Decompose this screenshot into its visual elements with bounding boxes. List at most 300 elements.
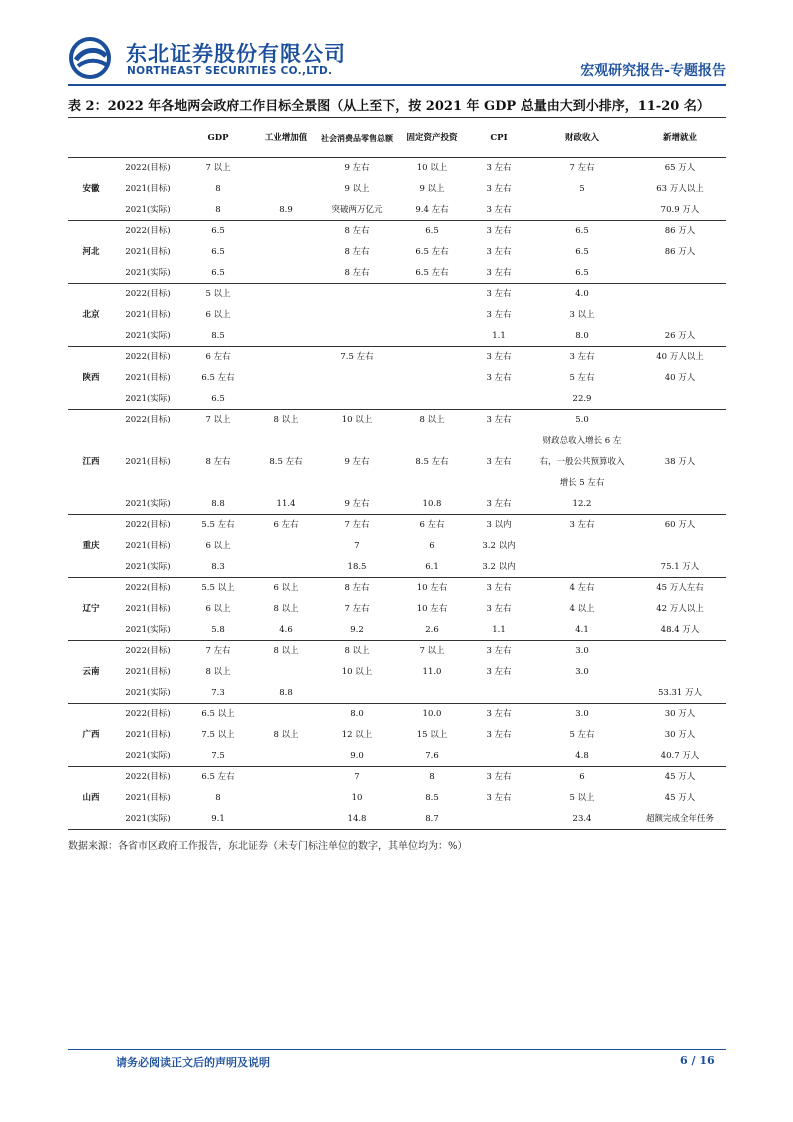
table-row bbox=[68, 788, 726, 809]
table-cell: 6 bbox=[429, 541, 435, 551]
table-cell: 7.5 以上 bbox=[201, 730, 235, 740]
table-cell: 7 以上 bbox=[182, 158, 254, 179]
table-row bbox=[68, 620, 726, 641]
table-cell: 5 左右 bbox=[569, 730, 595, 740]
table-cell: 财政总收入增长 6 左右，一般公共预算收入增长 5 左右 bbox=[539, 435, 625, 488]
table-cell bbox=[468, 389, 530, 410]
table-cell bbox=[530, 683, 634, 704]
row-label: 2021(目标) bbox=[125, 457, 171, 467]
table-cell: 7 以上 bbox=[396, 641, 468, 662]
table-cell: 7 左右 bbox=[182, 641, 254, 662]
table-cell: 9.4 左右 bbox=[415, 204, 449, 215]
region-name: 云南 bbox=[68, 641, 114, 704]
table-row bbox=[68, 221, 726, 242]
table-cell: 6.5 bbox=[211, 267, 225, 278]
table-cell bbox=[254, 662, 318, 683]
table-cell bbox=[254, 179, 318, 200]
table-cell bbox=[530, 200, 634, 221]
column-header: 社会消费品零售总额 bbox=[318, 118, 396, 158]
table-row bbox=[68, 284, 726, 305]
table-cell: 5 以上 bbox=[182, 284, 254, 305]
table-row bbox=[68, 242, 726, 263]
table-cell: 6.5 bbox=[575, 247, 589, 257]
table-cell: 9.0 bbox=[350, 750, 364, 761]
row-label: 2022(目标) bbox=[114, 704, 182, 725]
table-cell: 3 左右 bbox=[530, 515, 634, 536]
table-cell: 2.6 bbox=[425, 624, 439, 635]
table-cell: 3 左右 bbox=[486, 373, 512, 383]
table-cell: 22.9 bbox=[572, 393, 592, 404]
table-row bbox=[68, 158, 726, 179]
region-name: 安徽 bbox=[68, 158, 114, 221]
table-cell: 8 以上 bbox=[254, 410, 318, 431]
region-name: 河北 bbox=[68, 221, 114, 284]
table-cell: 8.3 bbox=[211, 561, 225, 572]
table-cell: 6.5 bbox=[182, 221, 254, 242]
table-cell bbox=[634, 284, 726, 305]
table-cell: 15 以上 bbox=[416, 730, 448, 740]
table-cell bbox=[396, 326, 468, 347]
table-cell: 8.5 左右 bbox=[415, 457, 449, 467]
table-cell: 7.3 bbox=[211, 687, 225, 698]
table-cell: 10 以上 bbox=[396, 158, 468, 179]
table-cell: 3.2 以内 bbox=[482, 561, 516, 572]
row-label: 2022(目标) bbox=[114, 410, 182, 431]
table-cell: 8 以上 bbox=[318, 641, 396, 662]
table-cell bbox=[318, 284, 396, 305]
region-name: 重庆 bbox=[68, 515, 114, 578]
table-cell: 5.5 以上 bbox=[182, 578, 254, 599]
table-cell: 8.7 bbox=[396, 809, 468, 830]
table-row bbox=[68, 599, 726, 620]
table-cell: 7.5 bbox=[211, 750, 225, 761]
column-header bbox=[68, 118, 114, 158]
row-label: 2021(实际) bbox=[125, 267, 171, 278]
table-cell bbox=[254, 368, 318, 389]
row-label: 2022(目标) bbox=[114, 221, 182, 242]
table-cell: 40 万人 bbox=[664, 373, 696, 383]
table-cell: 6 以上 bbox=[205, 541, 231, 551]
table-cell bbox=[254, 158, 318, 179]
table-cell: 10 bbox=[351, 793, 363, 803]
table-cell: 8.9 bbox=[279, 204, 293, 215]
table-cell bbox=[318, 305, 396, 326]
table-cell: 8.8 bbox=[279, 687, 293, 698]
table-cell: 8 bbox=[215, 204, 221, 215]
table-cell: 8.0 bbox=[318, 704, 396, 725]
column-header: 财政收入 bbox=[530, 118, 634, 158]
table-cell bbox=[468, 746, 530, 767]
table-row bbox=[68, 179, 726, 200]
table-cell: 7 bbox=[354, 541, 360, 551]
table-cell: 6.5 以上 bbox=[182, 704, 254, 725]
table-cell: 3 左右 bbox=[468, 641, 530, 662]
table-cell: 63 万人以上 bbox=[656, 184, 704, 194]
column-header bbox=[114, 118, 182, 158]
table-cell: 3 左右 bbox=[486, 267, 512, 278]
table-row bbox=[68, 809, 726, 830]
table-row bbox=[68, 536, 726, 557]
table-cell: 42 万人以上 bbox=[656, 604, 704, 614]
table-cell bbox=[254, 536, 318, 557]
table-cell: 8.0 bbox=[575, 330, 589, 341]
table-row bbox=[68, 725, 726, 746]
table-cell bbox=[254, 326, 318, 347]
company-name-en: NORTHEAST SECURITIES CO.,LTD. bbox=[127, 65, 333, 77]
table-cell: 5.5 左右 bbox=[182, 515, 254, 536]
table-cell: 6.5 左右 bbox=[201, 373, 235, 383]
table-cell: 45 万人左右 bbox=[634, 578, 726, 599]
table-cell: 3 左右 bbox=[486, 457, 512, 467]
row-label: 2022(目标) bbox=[114, 767, 182, 788]
table-cell: 4 以上 bbox=[569, 604, 595, 614]
region-name: 山西 bbox=[68, 767, 114, 830]
table-cell: 3 左右 bbox=[468, 158, 530, 179]
table-cell bbox=[468, 809, 530, 830]
table-cell bbox=[634, 305, 726, 326]
table-cell: 9.2 bbox=[350, 624, 364, 635]
row-label: 2021(实际) bbox=[125, 687, 171, 698]
table-cell bbox=[396, 683, 468, 704]
table-body bbox=[68, 158, 726, 830]
table-row bbox=[68, 767, 726, 788]
table-cell: 3 以内 bbox=[468, 515, 530, 536]
table-cell: 3 左右 bbox=[468, 767, 530, 788]
table-row bbox=[68, 704, 726, 725]
table-cell bbox=[254, 242, 318, 263]
row-label: 2021(目标) bbox=[125, 310, 171, 320]
table-cell: 3 左右 bbox=[486, 667, 512, 677]
table-cell: 14.8 bbox=[318, 809, 396, 830]
table-cell: 40 万人以上 bbox=[634, 347, 726, 368]
table-cell bbox=[634, 536, 726, 557]
table-row bbox=[68, 263, 726, 284]
table-cell: 7 左右 bbox=[530, 158, 634, 179]
table-cell: 11.4 bbox=[276, 498, 296, 509]
region-name: 陕西 bbox=[68, 347, 114, 410]
table-cell: 3 左右 bbox=[486, 310, 512, 320]
table-cell: 30 万人 bbox=[664, 730, 696, 740]
table-cell: 7.6 bbox=[425, 750, 439, 761]
row-label: 2021(实际) bbox=[114, 809, 182, 830]
table-row bbox=[68, 347, 726, 368]
table-cell: 40.7 万人 bbox=[660, 750, 700, 761]
table-cell bbox=[254, 746, 318, 767]
table-cell: 5 bbox=[579, 184, 585, 194]
row-label: 2021(目标) bbox=[125, 247, 171, 257]
table-cell: 3.0 bbox=[575, 667, 589, 677]
table-cell: 突破两万亿元 bbox=[331, 204, 383, 215]
table-cell: 6 左右 bbox=[254, 515, 318, 536]
table-cell bbox=[530, 557, 634, 578]
column-header: 固定资产投资 bbox=[396, 118, 468, 158]
table-cell: 6.5 bbox=[211, 247, 225, 257]
table-cell bbox=[318, 389, 396, 410]
table-cell bbox=[396, 389, 468, 410]
region-name: 广西 bbox=[68, 704, 114, 767]
table-cell: 30 万人 bbox=[634, 704, 726, 725]
table-cell: 7 左右 bbox=[344, 604, 370, 614]
table-cell: 3 左右 bbox=[468, 410, 530, 431]
table-row bbox=[68, 305, 726, 326]
table-cell: 53.31 万人 bbox=[657, 687, 703, 698]
row-label: 2021(目标) bbox=[125, 667, 171, 677]
row-label: 2021(实际) bbox=[125, 204, 171, 215]
table-row bbox=[68, 557, 726, 578]
table-cell bbox=[396, 305, 468, 326]
table-cell: 6.5 左右 bbox=[415, 247, 449, 257]
table-cell: 7 以上 bbox=[182, 410, 254, 431]
table-cell: 3 左右 bbox=[486, 793, 512, 803]
table-row bbox=[68, 368, 726, 389]
table-cell: 75.1 万人 bbox=[660, 561, 700, 572]
table-row bbox=[68, 410, 726, 431]
region-name: 辽宁 bbox=[68, 578, 114, 641]
column-header: 工业增加值 bbox=[254, 118, 318, 158]
table-cell: 6.5 bbox=[211, 393, 225, 404]
table-cell: 86 万人 bbox=[634, 221, 726, 242]
table-cell bbox=[634, 263, 726, 284]
table-cell: 3 左右 bbox=[486, 247, 512, 257]
table-cell bbox=[254, 305, 318, 326]
table-cell: 12.2 bbox=[572, 498, 592, 509]
table-cell bbox=[318, 368, 396, 389]
table-cell: 5 以上 bbox=[569, 793, 595, 803]
table-cell: 5 左右 bbox=[569, 373, 595, 383]
table-cell bbox=[254, 704, 318, 725]
row-label: 2022(目标) bbox=[114, 641, 182, 662]
table-cell: 6.5 bbox=[575, 267, 589, 278]
table-cell bbox=[396, 368, 468, 389]
region-name: 北京 bbox=[68, 284, 114, 347]
table-cell bbox=[634, 494, 726, 515]
table-cell: 3.2 以内 bbox=[482, 541, 516, 551]
table-cell: 38 万人 bbox=[664, 457, 696, 467]
table-cell: 8 左右 bbox=[344, 247, 370, 257]
table-cell: 6 bbox=[530, 767, 634, 788]
table-row bbox=[68, 515, 726, 536]
table-cell bbox=[318, 326, 396, 347]
table-cell: 6 以上 bbox=[254, 578, 318, 599]
table-cell: 18.5 bbox=[347, 561, 367, 572]
table-cell: 8 bbox=[215, 184, 221, 194]
company-logo-icon bbox=[68, 36, 118, 80]
report-type: 宏观研究报告-专题报告 bbox=[580, 63, 726, 79]
table-cell: 9 左右 bbox=[344, 457, 370, 467]
table-cell: 8.8 bbox=[211, 498, 225, 509]
table-cell bbox=[634, 410, 726, 431]
column-header: 新增就业 bbox=[634, 118, 726, 158]
table-row bbox=[68, 662, 726, 683]
table-cell: 8 以上 bbox=[254, 641, 318, 662]
column-header: GDP bbox=[182, 118, 254, 158]
table-cell: 超额完成全年任务 bbox=[634, 809, 726, 830]
table-row bbox=[68, 578, 726, 599]
table-cell: 7 左右 bbox=[318, 515, 396, 536]
company-name-cn: 东北证券股份有限公司 bbox=[126, 42, 346, 66]
table-cell: 8 以上 bbox=[273, 730, 299, 740]
footer-divider bbox=[68, 1049, 726, 1050]
table-row bbox=[68, 431, 726, 494]
table-cell: 1.1 bbox=[492, 330, 506, 341]
table-cell: 3 左右 bbox=[486, 498, 512, 509]
table-cell: 8 以上 bbox=[396, 410, 468, 431]
row-label: 2021(实际) bbox=[125, 750, 171, 761]
table-cell: 9.1 bbox=[182, 809, 254, 830]
table-cell: 1.1 bbox=[492, 624, 506, 635]
table-cell: 9 左右 bbox=[318, 158, 396, 179]
table-cell: 3 左右 bbox=[486, 184, 512, 194]
table-cell bbox=[254, 263, 318, 284]
row-label: 2021(实际) bbox=[125, 498, 171, 509]
table-row bbox=[68, 641, 726, 662]
table-cell: 86 万人 bbox=[664, 247, 696, 257]
table-cell: 3 左右 bbox=[468, 221, 530, 242]
table-cell: 3 左右 bbox=[468, 284, 530, 305]
table-cell: 6.1 bbox=[425, 561, 439, 572]
row-label: 2022(目标) bbox=[114, 515, 182, 536]
table-cell: 6 左右 bbox=[396, 515, 468, 536]
table-cell: 6.5 bbox=[396, 221, 468, 242]
table-cell: 9 以上 bbox=[419, 184, 445, 194]
source-note: 数据来源：各省市区政府工作报告，东北证券（未专门标注单位的数字，其单位均为：%） bbox=[68, 841, 468, 852]
table-cell: 12 以上 bbox=[341, 730, 373, 740]
row-label: 2022(目标) bbox=[114, 578, 182, 599]
table-cell: 9 左右 bbox=[344, 498, 370, 509]
table-cell: 6 以上 bbox=[205, 310, 231, 320]
row-label: 2021(目标) bbox=[125, 184, 171, 194]
row-label: 2021(目标) bbox=[125, 793, 171, 803]
table-cell: 9 以上 bbox=[344, 184, 370, 194]
table-cell: 3.0 bbox=[530, 704, 634, 725]
table-cell bbox=[634, 662, 726, 683]
table-cell: 7.5 左右 bbox=[318, 347, 396, 368]
row-label: 2022(目标) bbox=[114, 284, 182, 305]
table-cell: 5.8 bbox=[211, 624, 225, 635]
table-cell: 6 左右 bbox=[182, 347, 254, 368]
table-cell: 26 万人 bbox=[664, 330, 696, 341]
table-cell: 10.8 bbox=[422, 498, 442, 509]
table-cell: 4.8 bbox=[575, 750, 589, 761]
table-cell bbox=[396, 347, 468, 368]
header-divider bbox=[68, 84, 726, 86]
row-label: 2021(目标) bbox=[125, 604, 171, 614]
table-cell bbox=[254, 809, 318, 830]
table-cell bbox=[530, 536, 634, 557]
table-cell: 45 万人 bbox=[664, 793, 696, 803]
table-cell: 10 左右 bbox=[416, 604, 448, 614]
regional-targets-table bbox=[68, 117, 726, 830]
table-row bbox=[68, 683, 726, 704]
row-label: 2022(目标) bbox=[114, 158, 182, 179]
row-label: 2021(实际) bbox=[125, 330, 171, 341]
table-header-row bbox=[68, 118, 726, 158]
table-cell: 10 以上 bbox=[341, 667, 373, 677]
column-header: CPI bbox=[468, 118, 530, 158]
table-cell: 4 左右 bbox=[530, 578, 634, 599]
table-cell: 7 bbox=[318, 767, 396, 788]
table-row bbox=[68, 326, 726, 347]
table-cell: 48.4 万人 bbox=[660, 624, 700, 635]
table-cell bbox=[254, 788, 318, 809]
table-row bbox=[68, 389, 726, 410]
row-label: 2021(目标) bbox=[125, 373, 171, 383]
table-cell: 3 以上 bbox=[569, 310, 595, 320]
table-cell: 3 左右 bbox=[468, 704, 530, 725]
table-cell: 8 左右 bbox=[344, 267, 370, 278]
table-cell bbox=[254, 557, 318, 578]
table-caption: 表 2：2022 年各地两会政府工作目标全景图（从上至下，按 2021 年 GDP 总量由大到小排序，11-20 名） bbox=[68, 99, 710, 114]
table-cell: 3 左右 bbox=[468, 347, 530, 368]
table-cell: 65 万人 bbox=[634, 158, 726, 179]
table-cell: 6 以上 bbox=[205, 604, 231, 614]
footer-disclaimer: 请务必阅读正文后的声明及说明 bbox=[116, 1056, 270, 1069]
table-cell: 10.0 bbox=[396, 704, 468, 725]
row-label: 2022(目标) bbox=[114, 347, 182, 368]
region-name: 江西 bbox=[68, 410, 114, 515]
table-cell: 11.0 bbox=[422, 667, 442, 677]
table-cell: 8 左右 bbox=[205, 457, 231, 467]
table-cell: 3 左右 bbox=[530, 347, 634, 368]
table-cell bbox=[318, 683, 396, 704]
table-cell: 5.0 bbox=[530, 410, 634, 431]
table-cell: 8.5 bbox=[211, 330, 225, 341]
table-cell: 60 万人 bbox=[634, 515, 726, 536]
table-cell bbox=[254, 767, 318, 788]
table-cell: 3 左右 bbox=[468, 578, 530, 599]
table-cell: 6.5 左右 bbox=[182, 767, 254, 788]
row-label: 2021(实际) bbox=[125, 393, 171, 404]
table-cell: 3 左右 bbox=[486, 730, 512, 740]
table-row bbox=[68, 494, 726, 515]
table-row bbox=[68, 746, 726, 767]
table-row bbox=[68, 200, 726, 221]
table-cell bbox=[396, 284, 468, 305]
table-cell: 70.9 万人 bbox=[660, 204, 700, 215]
table-cell: 8 bbox=[215, 793, 221, 803]
table-cell: 4.6 bbox=[279, 624, 293, 635]
table-cell: 8 以上 bbox=[273, 604, 299, 614]
table-cell: 10 以上 bbox=[318, 410, 396, 431]
table-cell: 6.5 左右 bbox=[415, 267, 449, 278]
table-cell: 8 左右 bbox=[318, 221, 396, 242]
table-cell bbox=[254, 221, 318, 242]
table-cell: 8 以上 bbox=[205, 667, 231, 677]
page-number: 6 / 16 bbox=[680, 1054, 715, 1067]
table-cell: 3 左右 bbox=[486, 604, 512, 614]
table-cell: 10 左右 bbox=[396, 578, 468, 599]
row-label: 2021(目标) bbox=[125, 730, 171, 740]
row-label: 2021(实际) bbox=[125, 561, 171, 572]
table-cell bbox=[254, 347, 318, 368]
table-cell bbox=[254, 389, 318, 410]
table-cell: 23.4 bbox=[530, 809, 634, 830]
table-cell: 6.5 bbox=[530, 221, 634, 242]
table-cell bbox=[254, 284, 318, 305]
table-cell: 8.5 bbox=[425, 793, 439, 803]
table-cell: 3 左右 bbox=[486, 204, 512, 215]
page-header bbox=[68, 36, 726, 84]
row-label: 2021(实际) bbox=[125, 624, 171, 635]
table-cell: 4.1 bbox=[575, 624, 589, 635]
table-cell: 3.0 bbox=[530, 641, 634, 662]
row-label: 2021(目标) bbox=[125, 541, 171, 551]
table-cell: 8 bbox=[396, 767, 468, 788]
table-cell: 4.0 bbox=[530, 284, 634, 305]
table-cell bbox=[634, 641, 726, 662]
table-cell bbox=[634, 389, 726, 410]
table-cell: 45 万人 bbox=[634, 767, 726, 788]
